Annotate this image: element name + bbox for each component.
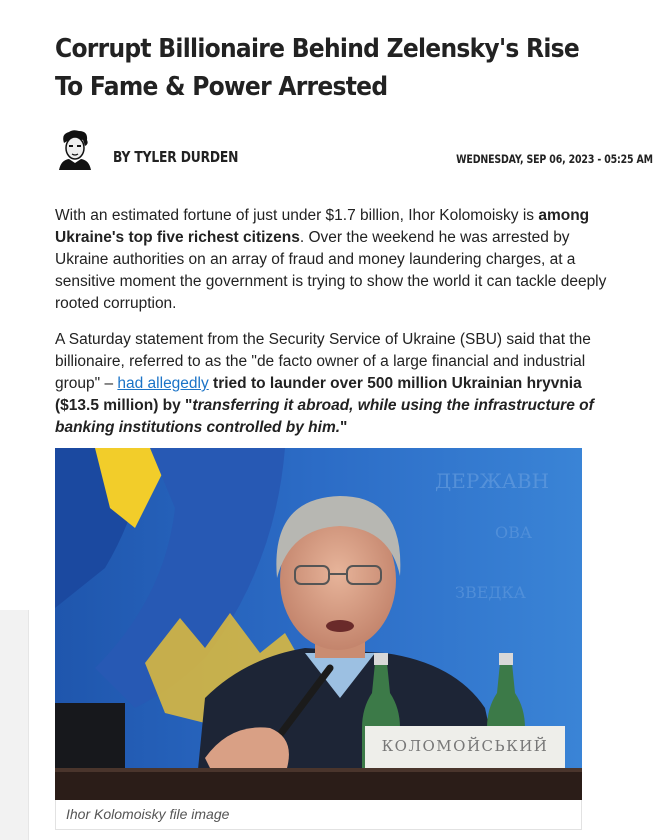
paragraph-2: A Saturday statement from the Security Service of Ukraine (SBU) said that the billionaire, referred to as the "de facto owner of a large financial and industrial group" – had allegedly tried to launder over 500 million Ukrainian hryvnia ($13.5 million) by "transferring it abroad, while using the infrastructure of banking institutions controlled by him." [55, 331, 594, 436]
byline [55, 128, 653, 172]
photo-caption [55, 800, 582, 830]
article-figure [55, 448, 582, 831]
paragraph-1: With an estimated fortune of just under $1.7 billion, Ihor Kolomoisky is among Ukraine's top five richest citizens. Over the weekend he was arrested by Ukraine authorities on an array of fraud and money laundering charges, at a sensitive moment the government is trying to show the world it can tackle deeply rooted corruption. [55, 207, 607, 312]
article-title: Corrupt Billionaire Behind Zelensky's Rise To Fame & Power Arrested [55, 34, 580, 102]
svg-text:ДЕРЖАВН: ДЕРЖАВН [435, 469, 550, 493]
publish-date: WEDNESDAY, SEP 06, 2023 - 05:25 AM [456, 152, 653, 166]
caption-text: Ihor Kolomoisky file image [66, 806, 230, 822]
author-avatar[interactable] [55, 128, 95, 170]
article-photo[interactable] [55, 448, 582, 800]
side-panel [0, 610, 29, 840]
svg-text:ЗВЕДКА: ЗВЕДКА [455, 583, 526, 602]
nameplate-text: КОЛОМОЙСЬКИЙ [381, 737, 549, 755]
svg-text:ОВА: ОВА [495, 523, 532, 542]
author-name[interactable]: BY TYLER DURDEN [113, 148, 239, 166]
had-allegedly-link[interactable]: had allegedly [117, 375, 209, 392]
